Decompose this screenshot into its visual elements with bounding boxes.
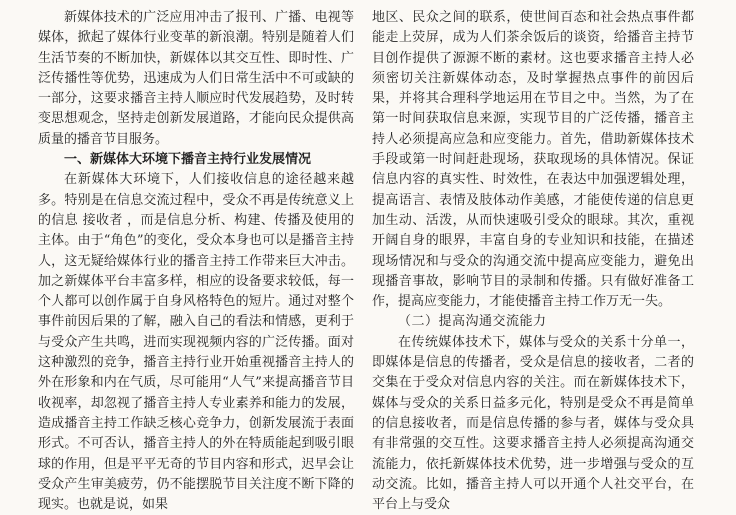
section-paragraph: 在新媒体大环境下，人们接收信息的途径越来越多。特别是在信息交流过程中，受众不再是传统意义上的信息 接收者 ，而是信息分析、构建、传播及使用的主体。由于“角色”的变化，受众本身也可以是播音主持人，这无疑给媒体行业的播音主持工作带来巨大冲击。加之新媒体平台丰富多样，相应的设备要求较低，每一个人都可以创作属于自身风格特色的短片。通过对整个事件前因后果的了解，融入自己的看法和情感，更利于与受众产生共鸣，进而实现视频内容的广泛传播。面对这种激烈的竞争，播音主持行业开始重视播音主持人的外在形象和内在气质，尽可能用“人气”来提高播音节目收视率，却忽视了播音主持人专业素养和能力的发展，造成播音主持工作缺乏核心竞争力，创新发展流于表面形式。不可否认，播音主持人的外在特质能起到吸引眼球的作用，但是平平无奇的节目内容和形式，迟早会让受众产生审美疲劳，仍不能摆脱节目关注度不断下降的现实。也就是说，如果 [38, 172, 354, 513]
right-column [372, 8, 694, 515]
left-column [38, 8, 354, 515]
section-heading: 一、新媒体大环境下播音主持行业发展情况 [64, 152, 312, 168]
continued-paragraph: 地区、民众之间的联系，使世间百态和社会热点事件都能走上荧屏，成为人们茶余饭后的谈资，给播音主持节目创作提供了源源不断的素材。这也要求播音主持人必须密切关注新媒体动态，及时掌握热点事件的前因后果，并将其合理科学地运用在节目之中。当然，为了在第一时间获取信息来源，实现节目的广泛传播，播音主持人必须提高应急和应变能力。首先，借助新媒体技术手段或第一时间赶赴现场，获取现场的具体情况。保证信息内容的真实性、时效性，在表达中加强逻辑处理，提高语言、表情及肢体动作美感，才能使传递的信息更加生动、活泼，从而快速吸引受众的眼球。其次，重视开阔自身的眼界，丰富自身的专业知识和技能，在描述现场情况和与受众的沟通交流中提高应变能力，避免出现播音事故，影响节目的录制和传播。只有做好准备工作，提高应变能力，才能使播音主持工作万无一失。 [372, 10, 694, 310]
subsection-heading: （二）提高沟通交流能力 [398, 314, 547, 330]
intro-paragraph: 新媒体技术的广泛应用冲击了报刊、广播、电视等媒体，掀起了媒体行业变革的新浪潮。特别是随着人们生活节奏的不断加快，新媒体以其交互性、即时性、广泛传播性等优势，迅速成为人们日常生活中不可或缺的一部分，这要求播音主持人顺应时代发展趋势，及时转变思想观念，坚持走创新发展道路，才能向民众提供高质量的播音节目服务。 [38, 10, 354, 147]
subsection-paragraph: 在传统媒体技术下，媒体与受众的关系十分单一，即媒体是信息的传播者，受众是信息的接收者，二者的交集在于受众对信息内容的关注。而在新媒体技术下，媒体与受众的关系日益多元化，特别是受众不再是简单的信息接收者，而是信息传播的参与者，媒体与受众具有非常强的交互性。这要求播音主持人必须提高沟通交流能力，依托新媒体技术优势，进一步增强与受众的互动交流。比如，播音主持人可以开通个人社交平台，在平台上与受众 [372, 334, 694, 513]
